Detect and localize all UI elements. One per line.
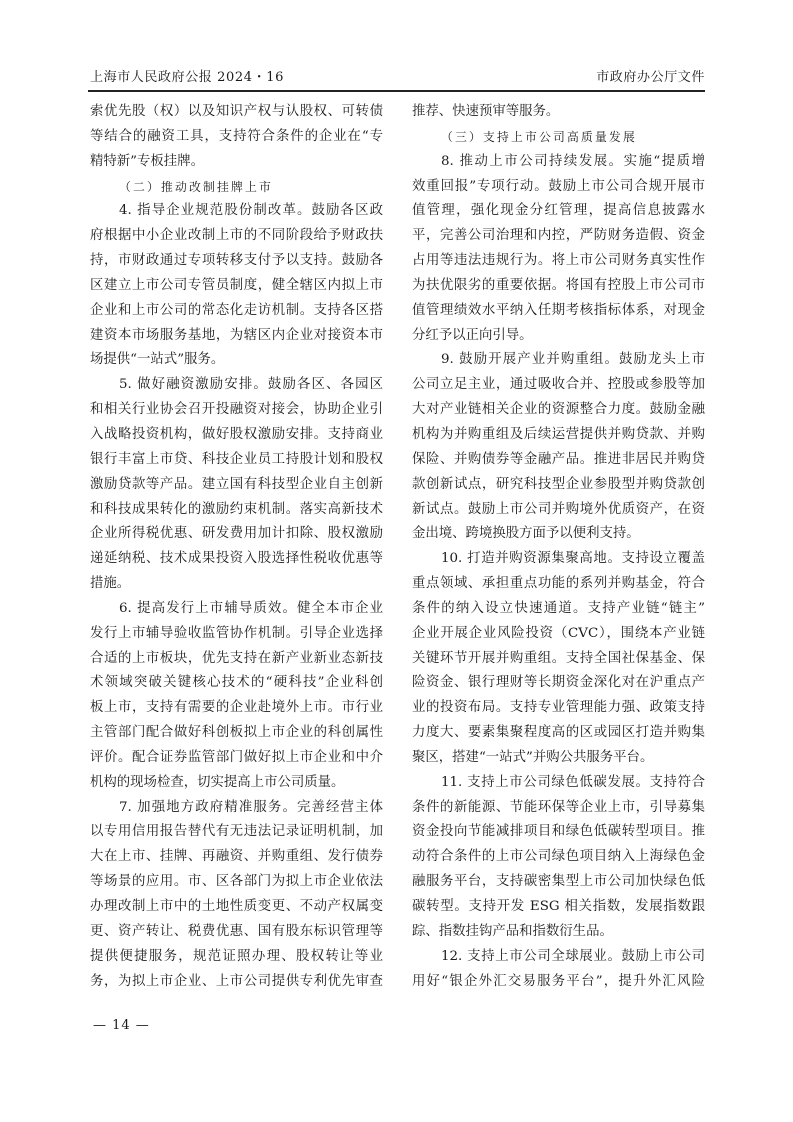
text-line: 分红予以正向引导。 xyxy=(412,327,533,343)
right-column xyxy=(412,100,705,994)
text-line: 等结合的融资工具，支持符合条件的企业在“专 xyxy=(90,128,383,144)
text-line: 用好“银企外汇交易服务平台”，提升外汇风险 xyxy=(412,973,705,989)
text-line: 和科技成果转化的激励约束机制。落实高新技术 xyxy=(90,501,383,517)
text-line: 索优先股（权）以及知识产权与认股权、可转债 xyxy=(90,104,383,119)
text-line: 府根据中小企业改制上市的不同阶段给予财政扶 xyxy=(90,228,383,244)
text-line: 推荐、快速预审等服务。 xyxy=(412,104,560,119)
paragraph xyxy=(412,945,705,995)
text-line: 企业开展企业风险投资（CVC），围绕本产业链 xyxy=(412,625,705,641)
paragraph xyxy=(90,796,383,995)
text-line: 主管部门配合做好科创板拟上市企业的科创属性 xyxy=(90,725,383,741)
left-column xyxy=(90,100,383,994)
section-heading xyxy=(412,125,705,150)
text-line: 占用等违法违规行为。将上市公司财务真实性作 xyxy=(412,253,705,269)
text-line: 9. 鼓励开展产业并购重组。鼓励龙头上市 xyxy=(441,352,705,368)
text-line: 4. 指导企业规范股份制改革。鼓励各区政 xyxy=(119,203,383,219)
text-line: 踪、指数挂钩产品和指数衍生品。 xyxy=(412,923,613,939)
text-line: 效重回报”专项行动。鼓励上市公司合规开展市 xyxy=(412,178,705,194)
text-line: 条件的新能源、节能环保等企业上市，引导募集 xyxy=(412,799,705,815)
text-line: 关键环节开展并购重组。支持全国社保基金、保 xyxy=(412,650,705,666)
text-line: 大对产业链相关企业的资源整合力度。鼓励金融 xyxy=(412,402,705,418)
text-line: 重点领域、承担重点功能的系列并购基金，符合 xyxy=(412,576,705,592)
text-line: 为扶优限劣的重要依据。将国有控股上市公司市 xyxy=(412,277,705,293)
paragraph xyxy=(412,348,705,547)
text-line: （三）支持上市公司高质量发展 xyxy=(441,129,637,144)
text-line: 措施。 xyxy=(90,576,131,592)
page-number: — 14 — xyxy=(93,1018,150,1033)
text-line: 入战略投资机构，做好股权激励安排。支持商业 xyxy=(90,426,383,442)
section-heading xyxy=(90,175,383,200)
text-line: 激励贷款等产品。建立国有科技型企业自主创新 xyxy=(90,476,383,492)
text-line: 平，完善公司治理和内控，严防财务造假、资金 xyxy=(412,228,705,244)
text-line: 发行上市辅导验收监管协作机制。引导企业选择 xyxy=(90,625,383,641)
text-line: 6. 提高发行上市辅导质效。健全本市企业 xyxy=(119,600,383,616)
text-line: 公司立足主业，通过吸收合并、控股或参股等加 xyxy=(412,377,705,393)
text-line: 板上市，支持有需要的企业赴境外上市。市行业 xyxy=(90,700,383,716)
running-header-title: 上海市人民政府公报 2024・16 xyxy=(90,70,284,85)
paragraph xyxy=(412,150,705,349)
text-line: 12. 支持上市公司全球展业。鼓励上市公司 xyxy=(441,948,705,964)
text-line: 保险、并购债券等金融产品。推进非居民并购贷 xyxy=(412,451,705,467)
text-line: 大在上市、挂牌、再融资、并购重组、发行债券 xyxy=(90,849,383,865)
text-line: 办理改制上市中的土地性质变更、不动产权属变 xyxy=(90,899,383,914)
paragraph xyxy=(90,373,383,597)
text-line: 融服务平台，支持碳密集型上市公司加快绿色低 xyxy=(412,874,705,890)
text-line: 精特新”专板挂牌。 xyxy=(90,153,204,169)
text-line: 业的投资布局。支持专业管理能力强、政策支持 xyxy=(412,700,705,716)
text-line: 和相关行业协会召开投融资对接会，协助企业引 xyxy=(90,402,383,418)
text-line: 区建立上市公司专管员制度，健全辖区内拟上市 xyxy=(90,277,383,293)
text-line: 碳转型。支持开发 ESG 相关指数，发展指数跟 xyxy=(412,899,705,914)
text-line: 持，市财政通过专项转移支付予以支持。鼓励各 xyxy=(90,253,383,269)
text-line: 8. 推动上市公司持续发展。实施“提质增 xyxy=(441,153,705,169)
text-line: 机构为并购重组及后续运营提供并购贷款、并购 xyxy=(412,426,705,442)
text-line: 评价。配合证券监管部门做好拟上市企业和中介 xyxy=(90,749,383,765)
text-line: 等场景的应用。市、区各部门为拟上市企业依法 xyxy=(90,874,383,890)
text-line: 值管理绩效水平纳入任期考核指标体系，对现金 xyxy=(412,302,705,318)
text-line: 款创新试点，研究科技型企业参股型并购贷款创 xyxy=(412,476,705,492)
text-line: 值管理，强化现金分红管理，提高信息披露水 xyxy=(412,203,705,219)
text-line: 聚区，搭建“一站式”并购公共服务平台。 xyxy=(412,749,654,765)
text-line: 金出境、跨境换股方面予以便利支持。 xyxy=(412,526,640,542)
text-line: 11. 支持上市公司绿色低碳发展。支持符合 xyxy=(441,774,705,790)
text-line: 合适的上市板块，优先支持在新产业新业态新技 xyxy=(90,650,383,666)
text-line: 提供便捷服务，规范证照办理、股权转让等业 xyxy=(90,948,383,964)
text-line: 动符合条件的上市公司绿色项目纳入上海绿色金 xyxy=(412,849,705,865)
text-line: 企业所得税优惠、研发费用加计扣除、股权激励 xyxy=(90,526,383,542)
text-line: 机构的现场检查，切实提高上市公司质量。 xyxy=(90,774,345,790)
header-rule xyxy=(88,90,705,92)
text-line: 银行丰富上市贷、科技企业员工持股计划和股权 xyxy=(90,451,383,467)
text-line: 务，为拟上市企业、上市公司提供专利优先审查 xyxy=(90,973,383,989)
text-line: 5. 做好融资激励安排。鼓励各区、各园区 xyxy=(119,377,383,393)
text-line: 递延纳税、技术成果投资入股选择性税收优惠等 xyxy=(90,551,383,567)
text-line: 10. 打造并购资源集聚高地。支持设立覆盖 xyxy=(441,551,705,567)
text-line: 更、资产转让、税费优惠、国有股东标识管理等 xyxy=(90,923,383,939)
text-line: 新试点。鼓励上市公司并购境外优质资产，在资 xyxy=(412,501,705,517)
text-line: 资金投向节能减排项目和绿色低碳转型项目。推 xyxy=(412,824,705,840)
paragraph xyxy=(90,199,383,373)
text-line: 术领域突破关键核心技术的“硬科技”企业科创 xyxy=(90,675,383,691)
text-line: 条件的纳入设立快速通道。支持产业链“链主” xyxy=(412,600,705,616)
text-line: 险资金、银行理财等长期资金深化对在沪重点产 xyxy=(412,675,705,691)
text-line: 场提供“一站式”服务。 xyxy=(90,352,225,368)
paragraph xyxy=(90,597,383,796)
paragraph xyxy=(90,100,383,175)
text-line: 企业和上市公司的常态化走访机制。支持各区搭 xyxy=(90,302,383,318)
running-header-section: 市政府办公厅文件 xyxy=(596,70,705,85)
text-line: 7. 加强地方政府精准服务。完善经营主体 xyxy=(119,799,383,815)
text-line: （二）推动改制挂牌上市 xyxy=(119,179,273,194)
paragraph xyxy=(412,547,705,771)
text-line: 以专用信用报告替代有无违法记录证明机制，加 xyxy=(90,824,383,840)
text-line: 力度大、要素集聚程度高的区或园区打造并购集 xyxy=(412,725,705,741)
paragraph xyxy=(412,100,705,125)
paragraph xyxy=(412,771,705,945)
text-line: 建资本市场服务基地，为辖区内企业对接资本市 xyxy=(90,327,383,343)
